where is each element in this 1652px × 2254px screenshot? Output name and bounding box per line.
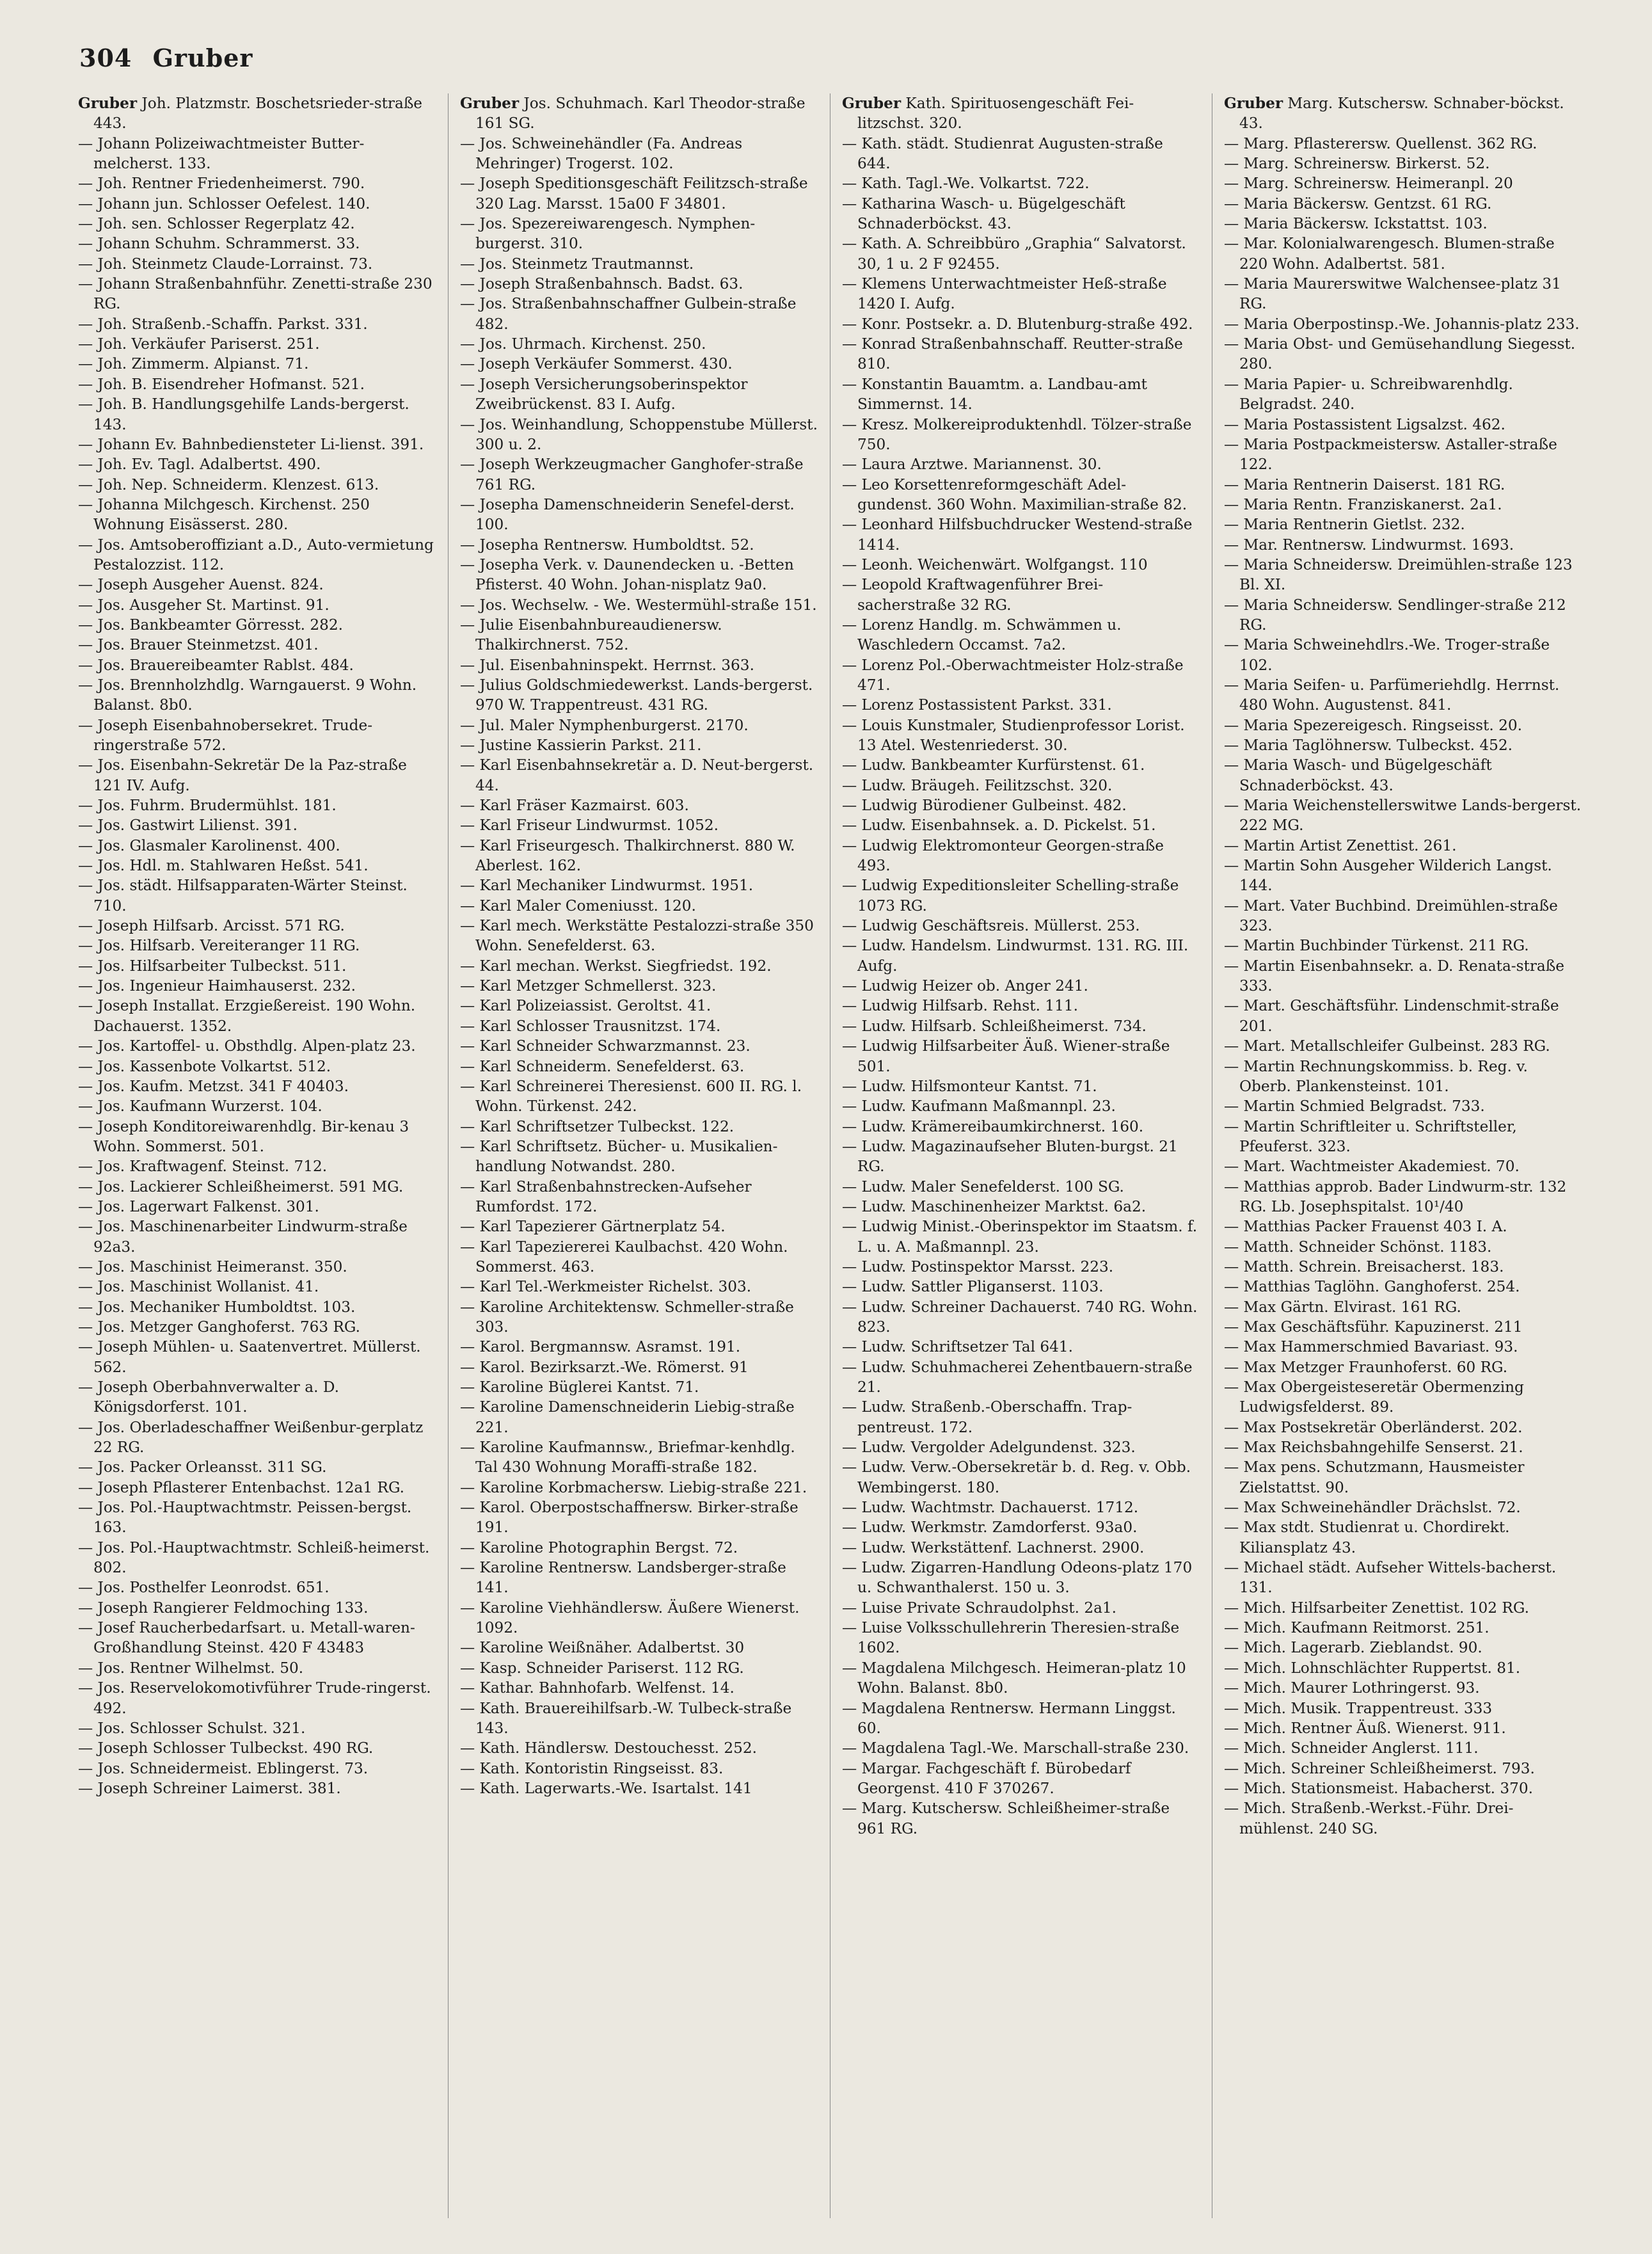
directory-entry: — Johann Polizeiwachtmeister Butter-melcherst. 133. [78,134,365,173]
directory-entry: — Ludw. Hilfsmonteur Kantst. 71. [842,1077,1097,1095]
directory-entry: — Magdalena Milchgesch. Heimeran-platz 10 Wohn. Balanst. 8b0. [842,1659,1186,1697]
directory-entry: — Jos. Metzger Ganghoferst. 763 RG. [78,1318,360,1336]
directory-entry: — Maria Postassistent Ligsalzst. 462. [1224,415,1505,433]
directory-entry: — Max Postsekretär Oberländerst. 202. [1224,1418,1523,1436]
directory-entry: — Jos. Mechaniker Humboldtst. 103. [78,1298,356,1316]
directory-entry: — Ludw. Vergolder Adelgundenst. 323. [842,1439,1136,1457]
directory-entry: Gruber Kath. Spirituosengeschäft Fei-litzschst. 320. [842,95,1134,132]
directory-entry: — Jos. Posthelfer Leonrodst. 651. [78,1579,330,1597]
column-1 [78,93,436,2218]
directory-entry: — Karoline Damenschneiderin Liebig-straße 221. [460,1398,795,1436]
directory-entry: — Ludw. Bankbeamter Kurfürstenst. 61. [842,756,1145,774]
directory-entry: — Joh. Rentner Friedenheimerst. 790. [78,175,365,193]
directory-entry: — Mart. Wachtmeister Akademiest. 70. [1224,1158,1520,1176]
directory-entry: — Maria Schweinehdlrs.-We. Troger-straße 102. [1224,636,1550,674]
directory-entry: — Ludwig Hilfsarbeiter Äuß. Wiener-straße 501. [842,1037,1170,1075]
directory-entry: — Kath. Kontoristin Ringseisst. 83. [460,1759,724,1777]
directory-entry: — Mich. Hilfsarbeiter Zenettist. 102 RG. [1224,1599,1529,1617]
directory-entry: — Lorenz Handlg. m. Schwämmen u. Waschledern Occamst. 7a2. [842,616,1122,654]
directory-entry: — Joseph Speditionsgeschäft Feilitzsch-straße 320 Lag. Marsst. 15a00 F 34801. [460,175,808,212]
directory-entry: — Karoline Weißnäher. Adalbertst. 30 [460,1639,745,1657]
directory-entry: — Ludw. Wachtmstr. Dachauerst. 1712. [842,1499,1139,1517]
directory-entry: — Joh. Straßenb.-Schaffn. Parkst. 331. [78,315,368,333]
directory-entry: — Joseph Oberbahnverwalter a. D. Königsdorferst. 101. [78,1379,339,1416]
directory-entry: — Jos. Maschinist Wollanist. 41. [78,1278,319,1296]
directory-entry: — Maria Schneidersw. Dreimühlen-straße 123 Bl. XI. [1224,556,1573,594]
directory-entry: — Ludwig Expeditionsleiter Schelling-straße 1073 RG. [842,877,1179,915]
directory-entry: — Jos. Kassenbote Volkartst. 512. [78,1057,331,1075]
directory-entry: — Karoline Rentnersw. Landsberger-straße 141. [460,1559,786,1597]
directory-entry: — Jos. Weinhandlung, Schoppenstube Müllerst. 300 u. 2. [460,415,818,453]
directory-entry: — Mar. Rentnersw. Lindwurmst. 1693. [1224,536,1514,554]
directory-entry: — Michael städt. Aufseher Wittels-bacherst. 131. [1224,1559,1557,1597]
directory-entry: — Joseph Verkäufer Sommerst. 430. [460,355,733,373]
directory-entry: — Maria Seifen- u. Parfümeriehdlg. Herrnst. 480 Wohn. Augustenst. 841. [1224,676,1560,714]
directory-entry: — Martin Schriftleiter u. Schriftsteller, Pfeuferst. 323. [1224,1117,1517,1155]
directory-entry: — Mich. Maurer Lothringerst. 93. [1224,1679,1480,1697]
directory-entry: — Jos. Schneidermeist. Eblingerst. 73. [78,1759,369,1777]
directory-entry: — Ludw. Krämereibaumkirchnerst. 160. [842,1117,1144,1135]
directory-entry: — Jos. Bankbeamter Görresst. 282. [78,616,344,634]
directory-entry: — Jos. Hilfsarbeiter Tulbeckst. 511. [78,957,347,975]
directory-entry: — Maria Bäckersw. Ickstattst. 103. [1224,215,1488,233]
directory-entry: — Mich. Schreiner Schleißheimerst. 793. [1224,1759,1535,1777]
directory-entry: — Joh. Nep. Schneiderm. Klenzest. 613. [78,476,379,493]
directory-entry: — Mich. Straßenb.-Werkst.-Führ. Drei-mühlenst. 240 SG. [1224,1800,1514,1837]
directory-entry: — Martin Artist Zenettist. 261. [1224,836,1457,854]
directory-entry: — Karl Tapezierer Gärtnerplatz 54. [460,1218,726,1236]
directory-entry: — Jos. Lagerwart Falkenst. 301. [78,1197,319,1215]
directory-entry: — Mart. Geschäftsführ. Lindenschmit-straße 201. [1224,997,1559,1035]
directory-entry: — Jos. Brauereibeamter Rablst. 484. [78,656,354,674]
directory-entry: — Joseph Werkzeugmacher Ganghofer-straße 761 RG. [460,456,804,493]
directory-entry: — Luise Private Schraudolphst. 2a1. [842,1599,1117,1617]
directory-entry: — Karl Tapeziererei Kaulbachst. 420 Wohn. Sommerst. 463. [460,1238,788,1275]
directory-entry: — Joseph Schreiner Laimerst. 381. [78,1779,341,1797]
directory-entry: — Kath. Tagl.-We. Volkartst. 722. [842,175,1090,193]
directory-entry: — Mich. Rentner Äuß. Wienerst. 911. [1224,1719,1506,1737]
directory-entry: — Karoline Photographin Bergst. 72. [460,1539,738,1556]
directory-entry: Gruber Jos. Schuhmach. Karl Theodor-straße 161 SG. [460,95,806,132]
directory-entry: — Maria Weichenstellerswitwe Lands-bergerst. 222 MG. [1224,797,1582,835]
directory-entry: — Johann Straßenbahnführ. Zenetti-straße 230 RG. [78,275,433,313]
directory-entry: — Karl mechan. Werkst. Siegfriedst. 192. [460,957,772,975]
directory-entry: — Maria Schneidersw. Sendlinger-straße 212 RG. [1224,596,1566,634]
directory-entry: — Johann Ev. Bahnbediensteter Li-lienst. 391. [78,435,424,453]
directory-entry: — Joseph Konditoreiwarenhdlg. Bir-kenau 3 Wohn. Sommerst. 501. [78,1117,409,1155]
directory-entry: — Karl Metzger Schmellerst. 323. [460,977,717,995]
directory-entry: — Ludw. Schreiner Dachauerst. 740 RG. Wohn. 823. [842,1298,1198,1336]
directory-entry: — Ludwig Geschäftsreis. Müllerst. 253. [842,917,1140,935]
directory-entry: — Ludw. Sattler Pliganserst. 1103. [842,1278,1104,1296]
directory-entry: — Julius Goldschmiedewerkst. Lands-bergerst. 970 W. Trappentreust. 431 RG. [460,676,813,714]
directory-entry: — Karol. Bezirksarzt.-We. Römerst. 91 [460,1358,749,1376]
directory-entry: — Martin Schmied Belgradst. 733. [1224,1098,1485,1115]
directory-entry: — Jos. Fuhrm. Brudermühlst. 181. [78,797,337,815]
directory-entry: — Leonhard Hilfsbuchdrucker Westend-straße 1414. [842,516,1193,554]
directory-entry: — Karl Straßenbahnstrecken-Aufseher Rumfordst. 172. [460,1178,752,1215]
directory-entry: — Jos. Kartoffel- u. Obsthdlg. Alpen-platz 23. [78,1037,416,1055]
directory-entry: — Johanna Milchgesch. Kirchenst. 250 Wohnung Eisässerst. 280. [78,495,370,534]
directory-entry: — Martin Rechnungskommiss. b. Reg. v. Oberb. Plankensteinst. 101. [1224,1057,1528,1095]
directory-entry: — Maria Taglöhnersw. Tulbeckst. 452. [1224,737,1513,754]
directory-entry: — Jos. städt. Hilfsapparaten-Wärter Steinst. 710. [78,877,408,915]
directory-entry: — Marg. Schreinersw. Birkerst. 52. [1224,155,1490,173]
directory-entry: — Joh. B. Handlungsgehilfe Lands-bergerst. 143. [78,396,409,433]
directory-entry: Gruber Joh. Platzmstr. Boschetsrieder-straße 443. [78,95,423,132]
directory-entry: — Joseph Hilfsarb. Arcisst. 571 RG. [78,917,345,935]
directory-entry: — Joseph Versicherungsoberinspektor Zweibrückenst. 83 I. Aufg. [460,375,748,413]
directory-entry: — Joseph Mühlen- u. Saatenvertret. Müllerst. 562. [78,1338,421,1376]
directory-entry: — Ludwig Bürodiener Gulbeinst. 482. [842,797,1127,815]
directory-entry: — Mart. Metallschleifer Gulbeinst. 283 RG. [1224,1037,1550,1055]
directory-entry: — Laura Arztwe. Mariannenst. 30. [842,456,1102,474]
directory-entry: — Ludw. Bräugeh. Feilitzschst. 320. [842,776,1113,794]
directory-entry: — Jos. Hdl. m. Stahlwaren Heßst. 541. [78,857,369,875]
directory-entry: — Mich. Lagerarb. Zieblandst. 90. [1224,1639,1482,1657]
directory-entry: — Kath. Brauereihilfsarb.-W. Tulbeck-straße 143. [460,1699,792,1737]
directory-entry: — Matth. Schrein. Breisacherst. 183. [1224,1258,1504,1275]
column-3 [842,93,1200,2218]
directory-entry: — Ludw. Schuhmacherei Zehentbauern-straße 21. [842,1358,1193,1396]
directory-entry: — Josepha Damenschneiderin Senefel-derst. 100. [460,495,795,534]
directory-entry: — Mich. Lohnschlächter Ruppertst. 81. [1224,1659,1521,1677]
directory-entry: — Mich. Kaufmann Reitmorst. 251. [1224,1619,1489,1637]
directory-entry: — Maria Postpackmeistersw. Astaller-straße 122. [1224,435,1557,474]
directory-entry: — Max Gärtn. Elvirast. 161 RG. [1224,1298,1461,1316]
directory-entry: — Ludw. Straßenb.-Oberschaffn. Trap-pentreust. 172. [842,1398,1132,1436]
directory-entry: — Karoline Architektensw. Schmeller-straße 303. [460,1298,794,1336]
directory-entry: — Kath. städt. Studienrat Augusten-straße 644. [842,134,1163,173]
directory-entry: — Maria Rentnerin Gietlst. 232. [1224,516,1465,534]
directory-entry: — Ludwig Elektromonteur Georgen-straße 493. [842,836,1164,875]
directory-entry: — Ludw. Eisenbahnsek. a. D. Pickelst. 51. [842,817,1156,835]
directory-entry: — Karoline Büglerei Kantst. 71. [460,1379,699,1396]
directory-entry: — Konstantin Bauamtm. a. Landbau-amt Simmernst. 14. [842,375,1147,413]
directory-entry: — Maria Bäckersw. Gentzst. 61 RG. [1224,195,1492,212]
directory-entry: — Jos. Kaufmann Wurzerst. 104. [78,1098,322,1115]
directory-entry: — Josepha Rentnersw. Humboldtst. 52. [460,536,754,554]
directory-entry: — Klemens Unterwachtmeister Heß-straße 1420 I. Aufg. [842,275,1167,313]
directory-entry: — Karl Fräser Kazmairst. 603. [460,797,689,815]
directory-entry: — Mich. Schneider Anglerst. 111. [1224,1739,1479,1757]
page-header [79,44,253,72]
directory-entry: — Ludw. Handelsm. Lindwurmst. 131. RG. III. Aufg. [842,937,1189,975]
directory-entry: — Karl Schriftsetz. Bücher- u. Musikalien-handlung Notwandst. 280. [460,1137,778,1176]
directory-entry: — Ludw. Werkmstr. Zamdorferst. 93a0. [842,1519,1138,1537]
directory-entry: — Jul. Eisenbahninspekt. Herrnst. 363. [460,656,754,674]
directory-entry: — Ludwig Minist.-Oberinspektor im Staatsm. f. L. u. A. Maßmannpl. 23. [842,1218,1198,1256]
directory-entry: — Karl mech. Werkstätte Pestalozzi-straße 350 Wohn. Senefelderst. 63. [460,917,814,955]
directory-entry: — Martin Eisenbahnsekr. a. D. Renata-straße 333. [1224,957,1564,995]
directory-entry: — Matthias Packer Frauenst 403 I. A. [1224,1218,1507,1236]
directory-entry: — Leopold Kraftwagenführer Brei-sacherstraße 32 RG. [842,576,1104,614]
directory-entry: — Ludw. Werkstättenf. Lachnerst. 2900. [842,1539,1145,1556]
directory-entry: — Ludw. Hilfsarb. Schleißheimerst. 734. [842,1017,1147,1035]
directory-entry: — Jos. Amtsoberoffiziant a.D., Auto-vermietung Pestalozzist. 112. [78,536,434,573]
directory-entry: — Karl Schreinerei Theresienst. 600 II. RG. l. Wohn. Türkenst. 242. [460,1077,802,1115]
directory-entry: — Jos. Schweinehändler (Fa. Andreas Mehringer) Trogerst. 102. [460,134,743,173]
directory-entry: — Maria Spezereigesch. Ringseisst. 20. [1224,716,1522,734]
directory-entry: — Mar. Kolonialwarengesch. Blumen-straße 220 Wohn. Adalbertst. 581. [1224,235,1555,273]
directory-entry: — Maria Oberpostinsp.-We. Johannis-platz 233. [1224,315,1580,333]
directory-entry: — Matthias approb. Bader Lindwurm-str. 132 RG. Lb. Josephspitalst. 10¹/40 [1224,1178,1567,1215]
directory-entry: — Kasp. Schneider Pariserst. 112 RG. [460,1659,744,1677]
directory-entry: — Max Geschäftsführ. Kapuzinerst. 211 [1224,1318,1523,1336]
directory-entry: — Max Metzger Fraunhoferst. 60 RG. [1224,1358,1508,1376]
directory-entry: — Josepha Verk. v. Daunendecken u. -Betten Pfisterst. 40 Wohn. Johan-nisplatz 9a0. [460,556,794,594]
directory-entry: — Jos. Steinmetz Trautmannst. [460,255,694,273]
directory-entry: — Jos. Ausgeher St. Martinst. 91. [78,596,330,614]
directory-entry: — Louis Kunstmaler, Studienprofessor Lorist. 13 Atel. Westenriederst. 30. [842,716,1185,754]
directory-entry: — Kath. A. Schreibbüro „Graphia“ Salvatorst. 30, 1 u. 2 F 92455. [842,235,1186,273]
directory-entry: — Margar. Fachgeschäft f. Bürobedarf Georgenst. 410 F 370267. [842,1759,1131,1797]
directory-entry: — Lorenz Pol.-Oberwachtmeister Holz-straße 471. [842,656,1184,694]
directory-entry: — Joseph Pflasterer Entenbachst. 12a1 RG. [78,1478,405,1496]
directory-entry: — Jos. Reservelokomotivführer Trude-ringerst. 492. [78,1679,431,1717]
directory-entry: — Karl Schneider Schwarzmannst. 23. [460,1037,751,1055]
directory-entry: — Konrad Straßenbahnschaff. Reutter-straße 810. [842,335,1183,373]
directory-entry: — Magdalena Rentnersw. Hermann Linggst. 60. [842,1699,1176,1737]
directory-entry: — Jos. Eisenbahn-Sekretär De la Paz-straße 121 IV. Aufg. [78,756,407,794]
directory-entry: — Jos. Pol.-Hauptwachtmstr. Schleiß-heimerst. 802. [78,1539,430,1577]
directory-entry: — Karl Tel.-Werkmeister Richelst. 303. [460,1278,752,1296]
directory-entry: — Ludw. Zigarren-Handlung Odeons-platz 170 u. Schwanthalerst. 150 u. 3. [842,1559,1193,1597]
directory-entry: — Lorenz Postassistent Parkst. 331. [842,696,1112,714]
directory-entry: — Jos. Hilfsarb. Vereiteranger 11 RG. [78,937,360,955]
directory-entry: — Jos. Glasmaler Karolinenst. 400. [78,836,340,854]
directory-entry: — Ludw. Kaufmann Maßmannpl. 23. [842,1098,1116,1115]
directory-entry: — Leonh. Weichenwärt. Wolfgangst. 110 [842,556,1148,573]
directory-entry: — Kresz. Molkereiproduktenhdl. Tölzer-straße 750. [842,415,1192,453]
directory-entry: — Jos. Gastwirt Lilienst. 391. [78,817,298,835]
directory-entry: — Karl Schriftsetzer Tulbeckst. 122. [460,1117,735,1135]
directory-entry: — Mich. Musik. Trappentreust. 333 [1224,1699,1493,1717]
directory-entry: — Jos. Kraftwagenf. Steinst. 712. [78,1158,328,1176]
directory-entry: — Jos. Schlosser Schulst. 321. [78,1719,306,1737]
directory-entry: — Joseph Installat. Erzgießereist. 190 Wohn. Dachauerst. 1352. [78,997,416,1035]
directory-entry: — Karl Polizeiassist. Geroltst. 41. [460,997,711,1015]
directory-entry: — Joh. Ev. Tagl. Adalbertst. 490. [78,456,321,474]
directory-entry: — Maria Maurerswitwe Walchensee-platz 31 RG. [1224,275,1561,313]
directory-entry: — Jos. Pol.-Hauptwachtmstr. Peissen-bergst. 163. [78,1499,412,1537]
directory-entry: — Jos. Maschinenarbeiter Lindwurm-straße 92a3. [78,1218,408,1256]
directory-entry: — Ludwig Hilfsarb. Rehst. 111. [842,997,1078,1015]
directory-entry: — Johann Schuhm. Schrammerst. 33. [78,235,360,253]
directory-entry: — Maria Obst- und Gemüsehandlung Siegesst. 280. [1224,335,1576,373]
directory-entry: — Karl Eisenbahnsekretär a. D. Neut-bergerst. 44. [460,756,814,794]
directory-entry: — Max Obergeisteseretär Obermenzing Ludwigsfelderst. 89. [1224,1379,1524,1416]
directory-entry: — Karl Friseurgesch. Thalkirchnerst. 880 W. Aberlest. 162. [460,836,795,875]
directory-entry: — Jos. Maschinist Heimeranst. 350. [78,1258,347,1275]
directory-entry: — Jos. Straßenbahnschaffner Gulbein-straße 482. [460,295,797,333]
directory-entry: — Karoline Viehhändlersw. Äußere Wienerst. 1092. [460,1599,800,1637]
directory-entry: — Karl Maler Comeniusst. 120. [460,897,696,915]
directory-entry: — Joseph Schlosser Tulbeckst. 490 RG. [78,1739,374,1757]
directory-entry: — Karol. Bergmannsw. Asramst. 191. [460,1338,741,1356]
directory-entry: — Marg. Pflasterersw. Quellenst. 362 RG. [1224,134,1537,152]
directory-entry: — Ludw. Postinspektor Marsst. 223. [842,1258,1114,1275]
directory-entry: — Kath. Händlersw. Destouchesst. 252. [460,1739,758,1757]
directory-entry: — Joseph Eisenbahnobersekret. Trude-ringerstraße 572. [78,716,373,754]
directory-entry: — Jos. Spezereiwarengesch. Nymphen-burgerst. 310. [460,215,756,253]
directory-entry: — Martin Buchbinder Türkenst. 211 RG. [1224,937,1529,955]
directory-entry: — Ludw. Verw.-Obersekretär b. d. Reg. v. Obb. Wembingerst. 180. [842,1459,1191,1496]
directory-entry: — Julie Eisenbahnbureaudienersw. Thalkirchnerst. 752. [460,616,722,654]
directory-entry: — Karl Mechaniker Lindwurmst. 1951. [460,877,754,895]
directory-entry: — Matthias Taglöhn. Ganghoferst. 254. [1224,1278,1520,1296]
directory-entry: — Joh. Steinmetz Claude-Lorrainst. 73. [78,255,373,273]
directory-entry: — Mich. Stationsmeist. Habacherst. 370. [1224,1779,1534,1797]
directory-entry: — Josef Raucherbedarfsart. u. Metall-waren-Großhandlung Steinst. 420 F 43483 [78,1619,415,1657]
directory-entry: — Katharina Wasch- u. Bügelgeschäft Schnaderböckst. 43. [842,195,1125,233]
directory-entry: — Maria Wasch- und Bügelgeschäft Schnaderböckst. 43. [1224,756,1492,794]
directory-entry: — Karoline Kaufmannsw., Briefmar-kenhdlg. Tal 430 Wohnung Moraffi-straße 182. [460,1439,795,1476]
directory-entry: — Jos. Ingenieur Haimhauserst. 232. [78,977,356,995]
directory-entry: — Karl Friseur Lindwurmst. 1052. [460,817,719,835]
directory-entry: — Martin Sohn Ausgeher Wilderich Langst. 144. [1224,857,1552,895]
directory-entry: — Matth. Schneider Schönst. 1183. [1224,1238,1492,1256]
directory-entry: — Joh. Verkäufer Pariserst. 251. [78,335,320,353]
column-4 [1224,93,1582,2218]
directory-entry: — Joh. Zimmerm. Alpianst. 71. [78,355,309,373]
directory-entry: — Jos. Brauer Steinmetzst. 401. [78,636,319,654]
column-2 [460,93,818,2218]
directory-entry: — Jos. Kaufm. Metzst. 341 F 40403. [78,1077,349,1095]
directory-entry: — Karl Schneiderm. Senefelderst. 63. [460,1057,745,1075]
directory-entry: — Leo Korsettenreformgeschäft Adel-gundenst. 360 Wohn. Maximilian-straße 82. [842,476,1187,513]
directory-entry: — Johann jun. Schlosser Oefelest. 140. [78,195,370,212]
directory-entry: — Joh. sen. Schlosser Regerplatz 42. [78,215,355,233]
directory-entry: — Max Reichsbahngehilfe Senserst. 21. [1224,1439,1523,1457]
columns [78,93,1598,2218]
directory-entry: — Justine Kassierin Parkst. 211. [460,737,702,754]
directory-entry: — Kath. Lagerwarts.-We. Isartalst. 141 [460,1779,752,1797]
directory-entry: — Karol. Oberpostschaffnersw. Birker-straße 191. [460,1499,798,1537]
directory-entry: — Ludw. Magazinaufseher Bluten-burgst. 21 RG. [842,1137,1178,1176]
directory-entry: — Joseph Ausgeher Auenst. 824. [78,576,324,594]
directory-entry: — Max Hammerschmied Bavariast. 93. [1224,1338,1518,1356]
directory-entry: — Joseph Rangierer Feldmoching 133. [78,1599,369,1617]
page-number: 304 [79,44,132,72]
directory-entry: — Max Schweinehändler Drächslst. 72. [1224,1499,1521,1517]
column-rule [448,93,449,2218]
directory-entry: — Maria Papier- u. Schreibwarenhdlg. Belgradst. 240. [1224,375,1513,413]
directory-entry: — Ludwig Heizer ob. Anger 241. [842,977,1088,995]
directory-entry: — Karoline Korbmachersw. Liebig-straße 221. [460,1478,807,1496]
directory-entry: — Jos. Rentner Wilhelmst. 50. [78,1659,304,1677]
directory-entry: Gruber Marg. Kutschersw. Schnaber-böckst. 43. [1224,95,1564,132]
directory-entry: — Jos. Wechselw. - We. Westermühl-straße 151. [460,596,817,614]
directory-entry: — Ludw. Schriftsetzer Tal 641. [842,1338,1074,1356]
directory-entry: — Marg. Kutschersw. Schleißheimer-straße 961 RG. [842,1800,1170,1837]
directory-entry: — Max pens. Schutzmann, Hausmeister Zielstattst. 90. [1224,1459,1525,1496]
directory-entry: — Maria Rentnerin Daiserst. 181 RG. [1224,476,1505,493]
directory-entry: — Magdalena Tagl.-We. Marschall-straße 230. [842,1739,1189,1757]
directory-entry: — Max stdt. Studienrat u. Chordirekt. Kiliansplatz 43. [1224,1519,1510,1556]
directory-entry: — Luise Volksschullehrerin Theresien-straße 1602. [842,1619,1180,1657]
directory-entry: — Ludw. Maschinenheizer Marktst. 6a2. [842,1197,1147,1215]
directory-entry: — Joh. B. Eisendreher Hofmanst. 521. [78,375,365,393]
directory-entry: — Maria Rentn. Franziskanerst. 2a1. [1224,495,1502,513]
directory-entry: — Marg. Schreinersw. Heimeranpl. 20 [1224,175,1513,193]
directory-entry: — Jos. Packer Orleansst. 311 SG. [78,1459,327,1476]
directory-entry: — Jos. Lackierer Schleißheimerst. 591 MG. [78,1178,404,1195]
directory-entry: — Konr. Postsekr. a. D. Blutenburg-straße 492. [842,315,1193,333]
directory-entry: — Ludw. Maler Senefelderst. 100 SG. [842,1178,1124,1195]
directory-entry: — Jul. Maler Nymphenburgerst. 2170. [460,716,749,734]
directory-entry: — Jos. Brennholzhdlg. Warngauerst. 9 Wohn. Balanst. 8b0. [78,676,417,714]
running-head: Gruber [152,44,253,72]
directory-entry: — Karl Schlosser Trausnitzst. 174. [460,1017,721,1035]
directory-entry: — Jos. Oberladeschaffner Weißenbur-gerplatz 22 RG. [78,1418,424,1457]
directory-entry: — Joseph Straßenbahnsch. Badst. 63. [460,275,743,293]
directory-entry: — Kathar. Bahnhofarb. Welfenst. 14. [460,1679,735,1697]
directory-entry: — Mart. Vater Buchbind. Dreimühlen-straße 323. [1224,897,1558,935]
directory-entry: — Jos. Uhrmach. Kirchenst. 250. [460,335,706,353]
